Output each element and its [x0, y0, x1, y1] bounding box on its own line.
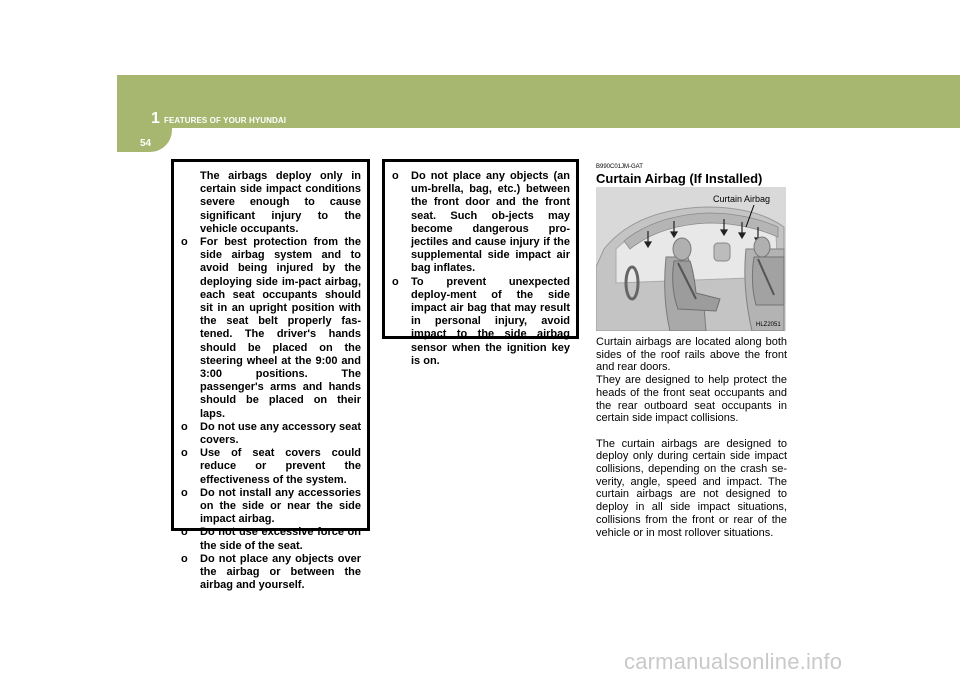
warning-list [181, 236, 361, 592]
bullet-marker: o [181, 552, 188, 565]
list-item-text: For best protection from the side airbag system and to avoid being injured by the deploying side im-pact airbag, each seat occupants should sit in an upright position with the seat belt properly fas-tened. The driver's hands should be placed on the steering wheel at the 9:00 and 3:00 positions. The passenger's arms and hands should be placed on their laps. [200, 236, 361, 420]
bullet-marker: o [181, 236, 188, 249]
chapter-title: FEATURES OF YOUR HYUNDAI [164, 116, 287, 125]
warning-intro: The airbags deploy only in certain side impact conditions severe enough to cause significant injury to the vehicle occupants. [200, 170, 361, 235]
list-item [181, 421, 361, 447]
list-item-text: To prevent unexpected deploy-ment of the side impact air bag that may result in personal injury, avoid impact to the side airbag sensor when the ignition key is on. [411, 275, 570, 367]
section-title: Curtain Airbag (If Installed) [596, 171, 763, 186]
bullet-marker: o [392, 170, 399, 182]
car-interior-icon [596, 187, 786, 331]
bullet-marker: o [181, 420, 188, 433]
illustration-label: Curtain Airbag [713, 194, 771, 204]
list-item-text: Do not install any accessories on the side or near the side impact airbag. [200, 486, 361, 526]
list-item-text: Do not place any objects (an um-brella, bag, etc.) between the front door and the front seat. Such ob-jects may become dangerous pro-jectiles and cause injury if the supplemental side impact air bag inflates. [411, 170, 570, 275]
list-item-text: Do not use excessive force on the side of the seat. [200, 526, 361, 552]
list-item [181, 487, 361, 527]
body-paragraph: Curtain airbags are located along both sides of the roof rails above the front and rear doors. [596, 336, 787, 374]
list-item [181, 447, 361, 487]
bullet-marker: o [181, 526, 188, 539]
watermark: carmanualsonline.info [624, 649, 843, 674]
list-item-text: Use of seat covers could reduce or prevent the effectiveness of the system. [200, 447, 361, 486]
warning-list [392, 170, 570, 368]
warning-box-side-airbag [171, 159, 370, 592]
list-item [392, 276, 570, 368]
illustration-code: HLZ2051 [756, 322, 781, 328]
chapter-number: 1 [151, 110, 160, 127]
section-body [596, 336, 787, 539]
warning-box-front-door [382, 159, 579, 367]
list-item-text: Do not use any accessory seat covers. [200, 420, 361, 447]
page-number: 54 [140, 138, 152, 149]
list-item [181, 526, 361, 552]
list-item [181, 236, 361, 421]
body-paragraph: They are designed to help protect the heads of the front seat occupants and the rear outboard seat occupants in certain side impact collisions. [596, 374, 787, 425]
list-item-text: Do not place any objects over the airbag or between the airbag and yourself. [200, 552, 361, 592]
bullet-marker: o [181, 486, 188, 499]
body-paragraph: The curtain airbags are designed to deploy only during certain side impact collisions, depending on the crash se-verity, angle, speed and impact. The curtain airbags are not designed to deploy in all side impact situations, collisions from the front or rear of the vehicle or in most rollover situations. [596, 437, 787, 539]
curtain-airbag-illustration [596, 187, 786, 331]
paragraph-gap [596, 425, 787, 438]
list-item [181, 553, 361, 593]
list-item [392, 170, 570, 276]
bullet-marker: o [392, 275, 399, 288]
bullet-marker: o [181, 447, 188, 460]
section-ref-code: B990C01JM-GAT [596, 164, 643, 170]
